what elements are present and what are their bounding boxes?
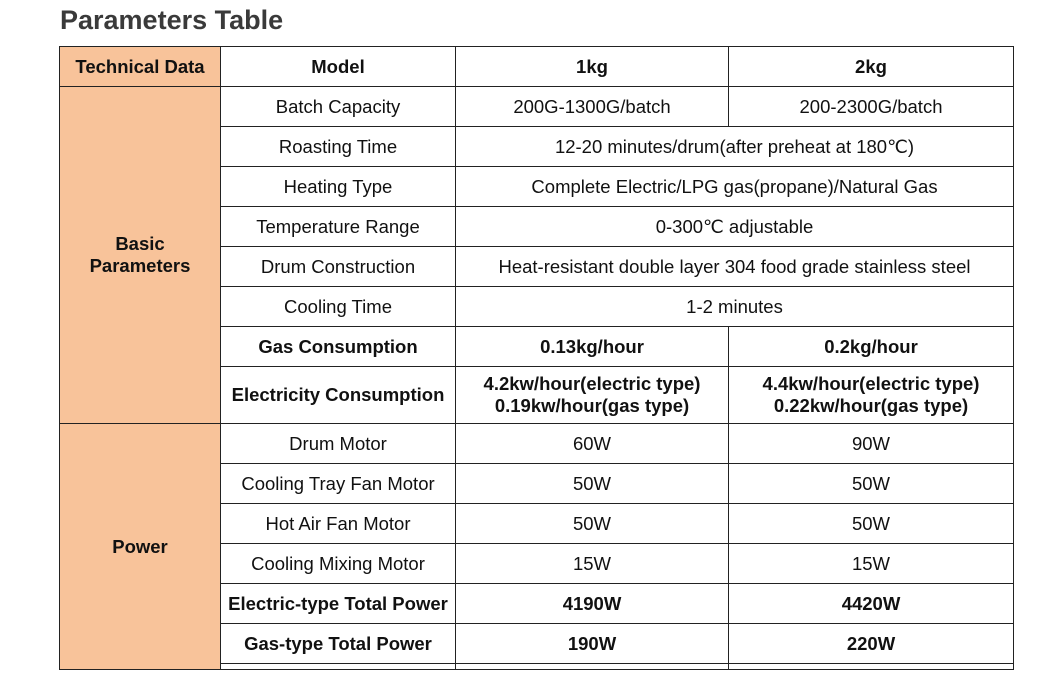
- value-shared: 1-2 minutes: [456, 287, 1014, 327]
- param-drum-construction: Drum Construction: [221, 247, 456, 287]
- value-1kg: 4190W: [456, 584, 729, 624]
- header-technical-data: Technical Data: [60, 47, 221, 87]
- header-model: Model: [221, 47, 456, 87]
- value-1kg: 15W: [456, 544, 729, 584]
- value-1kg: [456, 367, 729, 424]
- param-cooling-time: Cooling Time: [221, 287, 456, 327]
- value-2kg: 50W: [729, 464, 1014, 504]
- param-drum-motor: Drum Motor: [221, 424, 456, 464]
- value-1kg: 60W: [456, 424, 729, 464]
- parameters-table: [59, 46, 1014, 670]
- value-2kg: 220W: [729, 624, 1014, 664]
- category-power: Power: [60, 424, 221, 670]
- value-1kg: 200G-1300G/batch: [456, 87, 729, 127]
- table-row: [60, 87, 1014, 127]
- value-line: 4.4kw/hour(electric type): [762, 373, 980, 394]
- value-2kg: 200-2300G/batch: [729, 87, 1014, 127]
- category-basic-line1: Basic: [115, 233, 165, 254]
- param-heating-type: Heating Type: [221, 167, 456, 207]
- value-shared: Heat-resistant double layer 304 food grade stainless steel: [456, 247, 1014, 287]
- value-1kg: 190W: [456, 624, 729, 664]
- value-shared: Complete Electric/LPG gas(propane)/Natural Gas: [456, 167, 1014, 207]
- value-1kg: 50W: [456, 464, 729, 504]
- param-gas-type-total-power: Gas-type Total Power: [221, 624, 456, 664]
- value-line: 0.22kw/hour(gas type): [773, 395, 969, 416]
- table-cell-cut: [221, 664, 456, 670]
- value-2kg: 4420W: [729, 584, 1014, 624]
- value-2kg: 15W: [729, 544, 1014, 584]
- value-2kg: 0.2kg/hour: [729, 327, 1014, 367]
- param-electricity-consumption: Electricity Consumption: [221, 367, 456, 424]
- value-shared: 12-20 minutes/drum(after preheat at 180℃): [456, 127, 1014, 167]
- param-cooling-mixing-motor: Cooling Mixing Motor: [221, 544, 456, 584]
- param-electric-type-total-power: Electric-type Total Power: [221, 584, 456, 624]
- header-1kg: 1kg: [456, 47, 729, 87]
- table-row: [60, 424, 1014, 464]
- param-roasting-time: Roasting Time: [221, 127, 456, 167]
- value-2kg: 90W: [729, 424, 1014, 464]
- header-2kg: 2kg: [729, 47, 1014, 87]
- param-hot-air-fan-motor: Hot Air Fan Motor: [221, 504, 456, 544]
- value-line: 0.19kw/hour(gas type): [494, 395, 690, 416]
- param-gas-consumption: Gas Consumption: [221, 327, 456, 367]
- value-line: 4.2kw/hour(electric type): [483, 373, 701, 394]
- value-1kg: 0.13kg/hour: [456, 327, 729, 367]
- param-cooling-tray-fan-motor: Cooling Tray Fan Motor: [221, 464, 456, 504]
- value-2kg: 50W: [729, 504, 1014, 544]
- value-1kg: 50W: [456, 504, 729, 544]
- category-basic-parameters: [60, 87, 221, 424]
- value-2kg: [729, 367, 1014, 424]
- value-shared: 0-300℃ adjustable: [456, 207, 1014, 247]
- param-temperature-range: Temperature Range: [221, 207, 456, 247]
- table-header-row: [60, 47, 1014, 87]
- page-title: Parameters Table: [60, 5, 284, 35]
- category-basic-line2: Parameters: [89, 255, 191, 276]
- table-cell-cut: [456, 664, 729, 670]
- table-cell-cut: [729, 664, 1014, 670]
- param-batch-capacity: Batch Capacity: [221, 87, 456, 127]
